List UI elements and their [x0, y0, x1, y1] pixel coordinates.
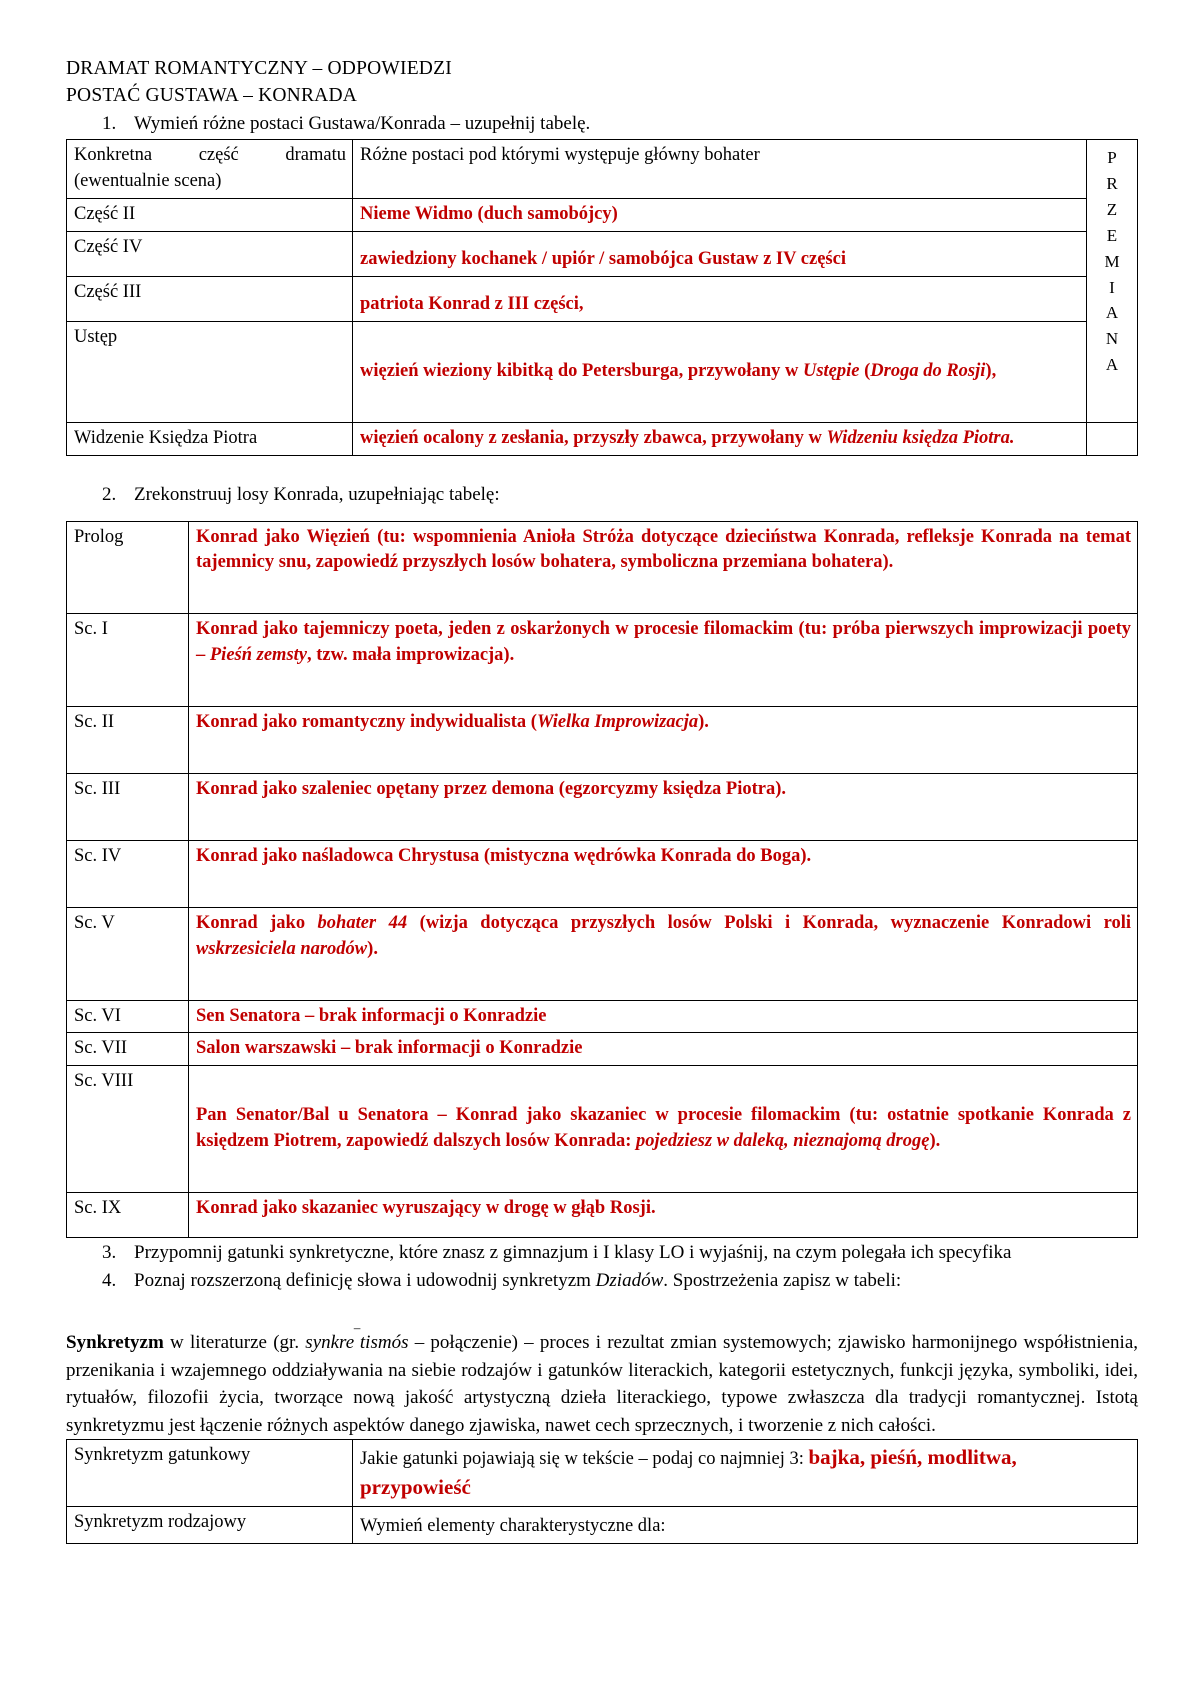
table1-row-answer[interactable]: Nieme Widmo (duch samobójcy) [353, 199, 1087, 232]
definition-body: w literaturze (gr. synkre‾tismós – połączenie) – proces i rezultat zmian systemowych; zjawisko harmonijnego współistnienia, przenikania i wzajemnego oddziaływania na siebie rodzajów i gatunków literackich, kategorii estetycznych, funkcji języka, symboliki, idei, rytuałów, filozofii życia, tworzące nową jakość artystyczną dzieła literackiego, typowe zwłaszcza dla tradycji romantycznej. Istotą synkretyzmu jest łączenie różnych aspektów danego zjawiska, nawet cech sprzecznych, i tworzenie z nich całości. [66, 1326, 1139, 1436]
table1-side-cell-empty [1087, 422, 1138, 455]
blank-spacer [360, 385, 1080, 419]
synkretyzm-definition [66, 1325, 1138, 1439]
table-row [67, 232, 1138, 277]
table3-row-label: Synkretyzm gatunkowy [67, 1440, 353, 1507]
task-1-number: 1. [102, 113, 117, 135]
table1-header-col1: Konkretna część dramatu (ewentualnie scena) [67, 140, 353, 199]
table1-row-answer[interactable]: więzień ocalony z zesłania, przyszły zbawca, przywołany w Widzeniu księdza Piotra. [353, 422, 1087, 455]
letter: N [1105, 329, 1119, 349]
table1-row-label: Część IV [67, 232, 353, 277]
task-list-2 [66, 482, 1138, 509]
blank-spacer [360, 235, 1080, 247]
table3-answer: bajka, pieśń, modlitwa, przypowieść [360, 1445, 1017, 1500]
table2-row-answer[interactable]: Salon warszawski – brak informacji o Konradzie [189, 1033, 1138, 1066]
table2-row-answer[interactable] [189, 840, 1138, 907]
table-row [67, 1066, 1138, 1193]
table-row [67, 840, 1138, 907]
table1-header-col2: Różne postaci pod którymi występuje główny bohater [353, 140, 1087, 199]
blank-spacer [196, 963, 1131, 997]
blank-spacer [196, 1069, 1131, 1103]
table1-row-answer[interactable] [353, 321, 1087, 422]
task-4-number: 4. [102, 1270, 117, 1292]
document-title-line-1: DRAMAT ROMANTYCZNY – ODPOWIEDZI [66, 58, 452, 79]
answer-text: Pan Senator/Bal u Senatora – Konrad jako skazaniec w procesie filomackim (tu: ostatnie spotkanie Konrada z księdzem Piotrem, zapowiedź dalszych losów Konrada: pojedziesz w daleką, nieznajomą drogę). [196, 1105, 1131, 1152]
table2-row-label: Sc. III [67, 774, 189, 841]
table2-row-answer[interactable] [189, 521, 1138, 614]
task-list-1 [66, 111, 1138, 138]
table-row [67, 774, 1138, 841]
task-1-text: Wymień różne postaci Gustawa/Konrada – uzupełnij tabelę. [134, 113, 591, 135]
table3-prompt: Wymień elementy charakterystyczne dla: [360, 1515, 666, 1536]
table-row [67, 1440, 1138, 1507]
table2-row-label: Sc. IV [67, 840, 189, 907]
table2-row-answer[interactable] [189, 1193, 1138, 1238]
table2-row-label: Sc. VIII [67, 1066, 189, 1193]
table2-row-answer[interactable]: Sen Senatora – brak informacji o Konradzie [189, 1000, 1138, 1033]
table2-row-label: Prolog [67, 521, 189, 614]
table-row [67, 1193, 1138, 1238]
blank-spacer [196, 803, 1131, 837]
table1-side-label-przemiana [1087, 140, 1138, 422]
document-title-line-2: POSTAĆ GUSTAWA – KONRADA [66, 84, 358, 106]
task-item-4 [66, 1268, 1138, 1295]
letter: R [1106, 174, 1118, 194]
table-gustaw-konrad-roles [66, 139, 1138, 455]
letter: Z [1106, 200, 1118, 220]
table1-row-label: Widzenie Księdza Piotra [67, 422, 353, 455]
blank-spacer [196, 576, 1131, 610]
answer-text: Konrad jako szaleniec opętany przez demona (egzorcyzmy księdza Piotra). [196, 779, 787, 800]
table2-row-answer[interactable] [189, 1066, 1138, 1193]
answer-text: Konrad jako skazaniec wyruszający w drogę w głąb Rosji. [196, 1198, 656, 1219]
table2-row-label: Sc. I [67, 614, 189, 707]
table2-row-label: Sc. II [67, 707, 189, 774]
table2-row-answer[interactable] [189, 614, 1138, 707]
answer-text: patriota Konrad z III części, [360, 293, 584, 314]
blank-spacer [196, 1155, 1131, 1189]
table2-row-label: Sc. IX [67, 1193, 189, 1238]
table-row [67, 321, 1138, 422]
task-list-3-4 [66, 1240, 1138, 1295]
table3-row-label: Synkretyzm rodzajowy [67, 1506, 353, 1543]
table-row [67, 276, 1138, 321]
blank-spacer [196, 736, 1131, 770]
table1-row-label: Ustęp [67, 321, 353, 422]
table-konrad-fate [66, 521, 1138, 1238]
task-4-text: Poznaj rozszerzoną definicję słowa i udowodnij synkretyzm Dziadów. Spostrzeżenia zapisz w tabeli: [134, 1270, 902, 1292]
table-row [67, 140, 1138, 199]
table-synkretyzm [66, 1439, 1138, 1544]
table-row [67, 707, 1138, 774]
table-row [67, 614, 1138, 707]
blank-spacer [196, 1222, 1131, 1234]
task-item-2 [66, 482, 1138, 509]
definition-term: Synkretyzm [66, 1331, 164, 1353]
task-item-3 [66, 1240, 1138, 1267]
table2-row-label: Sc. V [67, 907, 189, 1000]
table-row [67, 1506, 1138, 1543]
table2-row-answer[interactable] [189, 774, 1138, 841]
table1-row-answer[interactable] [353, 276, 1087, 321]
task-3-number: 3. [102, 1242, 117, 1264]
blank-spacer [196, 669, 1131, 703]
table1-row-label: Część II [67, 199, 353, 232]
answer-text: Konrad jako bohater 44 (wizja dotycząca przyszłych losów Polski i Konrada, wyznaczenie Konradowi roli wskrzesiciela narodów). [196, 912, 1131, 959]
table1-row-answer[interactable] [353, 232, 1087, 277]
table3-row-content[interactable] [353, 1440, 1138, 1507]
answer-text: Konrad jako tajemniczy poeta, jeden z oskarżonych w procesie filomackim (tu: próba pierwszych improwizacji poety – Pieśń zemsty, tzw. mała improwizacja). [196, 619, 1131, 666]
table2-row-answer[interactable] [189, 707, 1138, 774]
answer-text: więzień wieziony kibitką do Petersburga, przywołany w Ustępie (Droga do Rosji), [360, 360, 997, 381]
letter: P [1107, 148, 1117, 168]
task-2-number: 2. [102, 483, 117, 505]
table-row [67, 907, 1138, 1000]
blank-spacer [360, 280, 1080, 292]
table2-row-label: Sc. VI [67, 1000, 189, 1033]
table-row [67, 199, 1138, 232]
task-3-text: Przypomnij gatunki synkretyczne, które znasz z gimnazjum i I klasy LO i wyjaśnij, na czym polegała ich specyfika [134, 1242, 1012, 1264]
letter: A [1105, 303, 1119, 323]
table3-prompt: Jakie gatunki pojawiają się w tekście – podaj co najmniej 3: [360, 1449, 804, 1470]
blank-spacer [360, 325, 1080, 359]
letter: I [1109, 277, 1115, 297]
table-row [67, 422, 1138, 455]
table2-row-answer[interactable] [189, 907, 1138, 1000]
answer-text: Konrad jako romantyczny indywidualista (Wielka Improwizacja). [196, 712, 709, 733]
letter: E [1106, 225, 1118, 245]
vertical-letters-przemiana [1089, 145, 1135, 377]
table1-row-label: Część III [67, 276, 353, 321]
blank-spacer [196, 870, 1131, 904]
table3-row-content[interactable] [353, 1506, 1138, 1543]
table2-row-label: Sc. VII [67, 1033, 189, 1066]
task-item-1 [66, 111, 1138, 138]
letter: M [1104, 251, 1120, 271]
table-row [67, 1000, 1138, 1033]
answer-text: zawiedziony kochanek / upiór / samobójca Gustaw z IV części [360, 249, 846, 270]
table-row [67, 1033, 1138, 1066]
answer-text: Konrad jako naśladowca Chrystusa (mistyczna wędrówka Konrada do Boga). [196, 845, 812, 866]
table-row [67, 521, 1138, 614]
letter: A [1105, 355, 1119, 374]
task-2-text: Zrekonstruuj losy Konrada, uzupełniając tabelę: [134, 483, 500, 505]
answer-text: Konrad jako Więzień (tu: wspomnienia Anioła Stróża dotyczące dzieciństwa Konrada, refleksje Konrada na temat tajemnicy snu, zapowiedź przyszłych losów bohatera, symboliczna przemiana bohatera). [196, 526, 1131, 573]
